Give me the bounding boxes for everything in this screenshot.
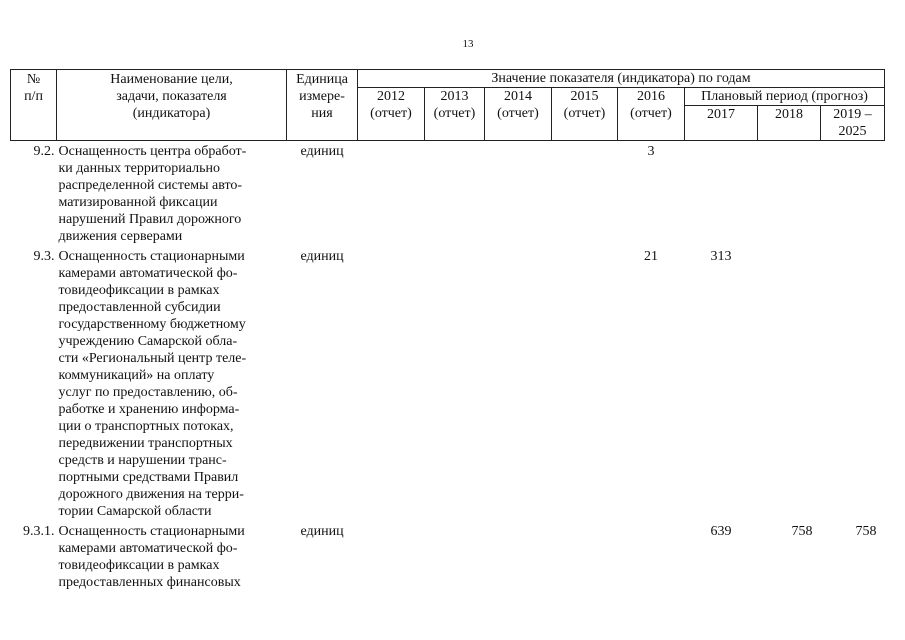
header-name: Наименование цели, задачи, показателя (индикатора)	[57, 70, 287, 141]
value-2017: 313	[710, 249, 732, 264]
header-row-1	[11, 70, 885, 88]
header-year-2013: 2013 (отчет)	[425, 88, 485, 141]
value-2018	[758, 141, 821, 246]
indicators-table	[10, 69, 885, 591]
row-unit: единиц	[300, 249, 344, 264]
header-year-2017: 2017	[685, 106, 758, 141]
header-year-2019-2025: 2019 – 2025	[821, 106, 885, 141]
header-values-title: Значение показателя (индикатора) по годам	[358, 70, 885, 88]
header-year-2018: 2018	[758, 106, 821, 141]
value-2014	[485, 141, 552, 246]
header-year-2016: 2016 (отчет)	[618, 88, 685, 141]
row-unit: единиц	[300, 144, 344, 159]
value-2012	[358, 245, 425, 520]
value-2013	[425, 245, 485, 520]
table-row	[11, 520, 885, 591]
value-2019-2025	[821, 245, 885, 520]
value-2016: 21	[644, 249, 658, 264]
table-row	[11, 245, 885, 520]
header-num: № п/п	[11, 70, 57, 141]
row-name: Оснащенность стационарными камерами автоматической фо- товидеофиксации в рамках предоставленных финансовых	[58, 524, 245, 590]
value-2018: 758	[791, 524, 813, 539]
value-2017	[685, 141, 758, 246]
value-2013	[425, 141, 485, 246]
value-2014	[485, 520, 552, 591]
value-2019-2025	[821, 141, 885, 246]
row-number: 9.3.	[33, 249, 55, 264]
value-2015	[552, 245, 618, 520]
row-unit: единиц	[300, 524, 344, 539]
header-year-2015: 2015 (отчет)	[552, 88, 618, 141]
value-2012	[358, 520, 425, 591]
header-year-2012: 2012 (отчет)	[358, 88, 425, 141]
value-2015	[552, 520, 618, 591]
value-2017: 639	[710, 524, 732, 539]
value-2019-2025: 758	[855, 524, 877, 539]
value-2013	[425, 520, 485, 591]
header-year-2014: 2014 (отчет)	[485, 88, 552, 141]
header-plan-title: Плановый период (прогноз)	[685, 88, 885, 106]
value-2016	[618, 520, 685, 591]
value-2014	[485, 245, 552, 520]
row-name: Оснащенность стационарными камерами автоматической фо- товидеофиксации в рамках предоставленной субсидии государственному бюджетному учреждению Самарской обла- сти «Региональный центр теле- коммуникаций» на оплату услуг по предоставлению, об- работке и хранению информа- ции о транспортных потоках, передвижении транспортных средств и нарушении транс- портными средствами Правил дорожного движения на терри- тории Самарской области	[58, 249, 247, 519]
table-row	[11, 141, 885, 246]
header-unit: Единица измере- ния	[287, 70, 358, 141]
row-name: Оснащенность центра обработ- ки данных территориально распределенной системы авто- матизированной фиксации нарушений Правил дорожного движения серверами	[58, 144, 247, 244]
value-2012	[358, 141, 425, 246]
value-2018	[758, 245, 821, 520]
value-2015	[552, 141, 618, 246]
row-number: 9.2.	[33, 144, 55, 159]
value-2016: 3	[647, 144, 655, 159]
row-number: 9.3.1.	[23, 524, 55, 539]
page-number: 13	[462, 38, 474, 50]
